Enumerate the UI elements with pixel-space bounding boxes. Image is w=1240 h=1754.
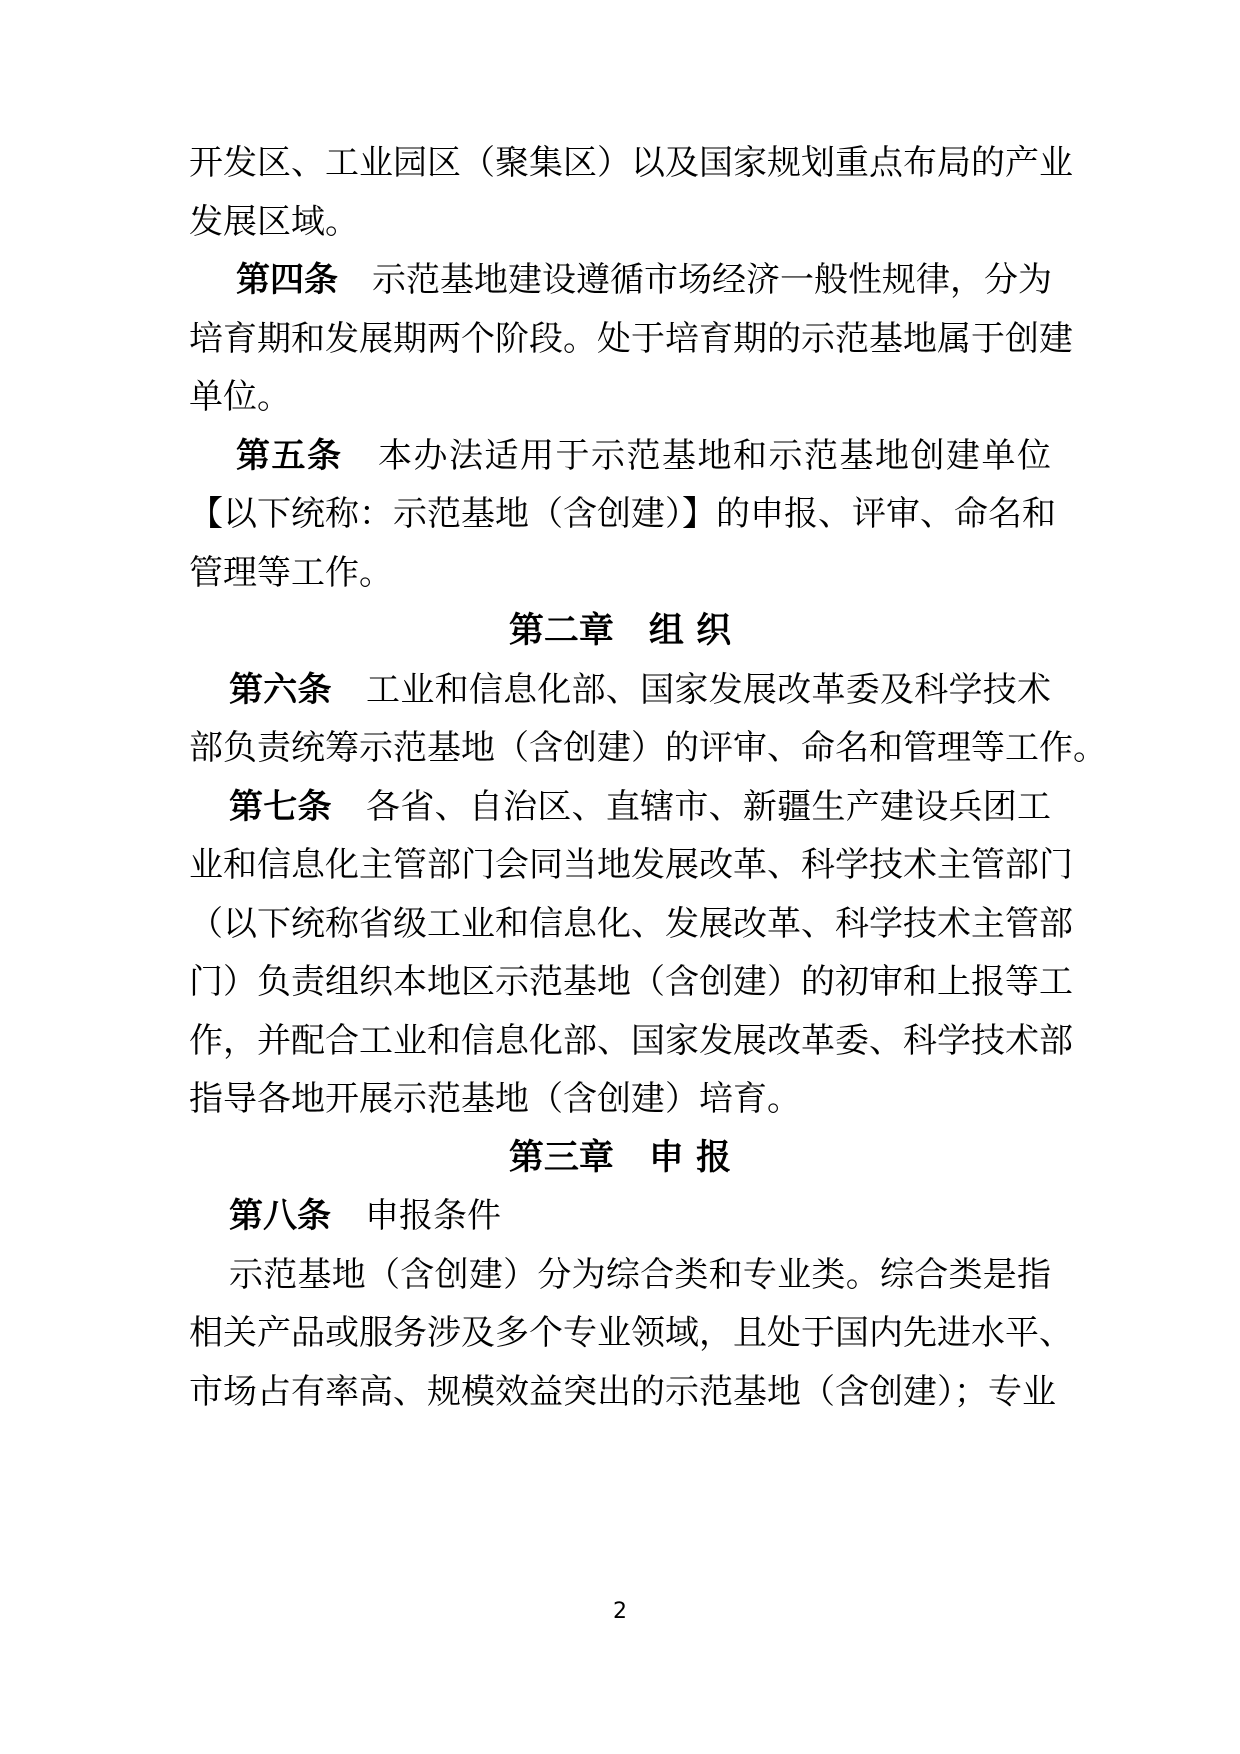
article-4-text: 示范基地建设遵循市场经济一般性规律，分为 xyxy=(372,260,1052,300)
paragraph-line: 作，并配合工业和信息化部、国家发展改革委、科学技术部 xyxy=(189,1021,1073,1061)
article-7-heading: 第七条 xyxy=(229,787,332,827)
article-6-line xyxy=(229,667,1051,713)
article-5-heading: 第五条 xyxy=(236,436,343,476)
article-5-text: 本办法适用于示范基地和示范基地创建单位 xyxy=(376,436,1051,476)
article-6-heading: 第六条 xyxy=(229,670,332,710)
page-number: 2 xyxy=(613,1599,627,1624)
article-5-line xyxy=(236,433,1051,479)
article-6-text: 工业和信息化部、国家发展改革委及科学技术 xyxy=(365,670,1052,710)
article-8-line xyxy=(229,1193,1051,1239)
article-8-text: 申报条件 xyxy=(365,1196,501,1236)
paragraph-line: 单位。 xyxy=(189,377,291,417)
paragraph-line: 业和信息化主管部门会同当地发展改革、科学技术主管部门 xyxy=(189,845,1073,885)
article-7-line xyxy=(229,784,1051,830)
chapter-3-heading: 第三章 申 报 xyxy=(508,1138,732,1178)
paragraph-line: 相关产品或服务涉及多个专业领域，且处于国内先进水平、 xyxy=(189,1313,1073,1353)
paragraph-line: 示范基地（含创建）分为综合类和专业类。综合类是指 xyxy=(229,1255,1051,1295)
article-4-line xyxy=(236,257,1051,303)
article-8-heading: 第八条 xyxy=(229,1196,331,1236)
paragraph-line: 部负责统筹示范基地（含创建）的评审、命名和管理等工作。 xyxy=(189,728,1107,768)
paragraph-line: 管理等工作。 xyxy=(189,553,393,593)
article-7-text: 各省、自治区、直辖市、新疆生产建设兵团工 xyxy=(365,787,1052,827)
paragraph-line: 发展区域。 xyxy=(189,202,359,242)
paragraph-line: 【以下统称：示范基地（含创建）】的申报、评审、命名和 xyxy=(189,494,1056,534)
paragraph-line: 培育期和发展期两个阶段。处于培育期的示范基地属于创建 xyxy=(189,319,1073,359)
chapter-2-heading: 第二章 组 织 xyxy=(508,611,732,651)
paragraph-line: 指导各地开展示范基地（含创建）培育。 xyxy=(189,1079,801,1119)
paragraph-line: 市场占有率高、规模效益突出的示范基地（含创建）；专业 xyxy=(189,1372,1056,1412)
paragraph-line: （以下统称省级工业和信息化、发展改革、科学技术主管部 xyxy=(189,904,1073,944)
paragraph-line: 开发区、工业园区（聚集区）以及国家规划重点布局的产业 xyxy=(189,143,1073,183)
article-4-heading: 第四条 xyxy=(236,260,338,300)
paragraph-line: 门）负责组织本地区示范基地（含创建）的初审和上报等工 xyxy=(189,962,1073,1002)
